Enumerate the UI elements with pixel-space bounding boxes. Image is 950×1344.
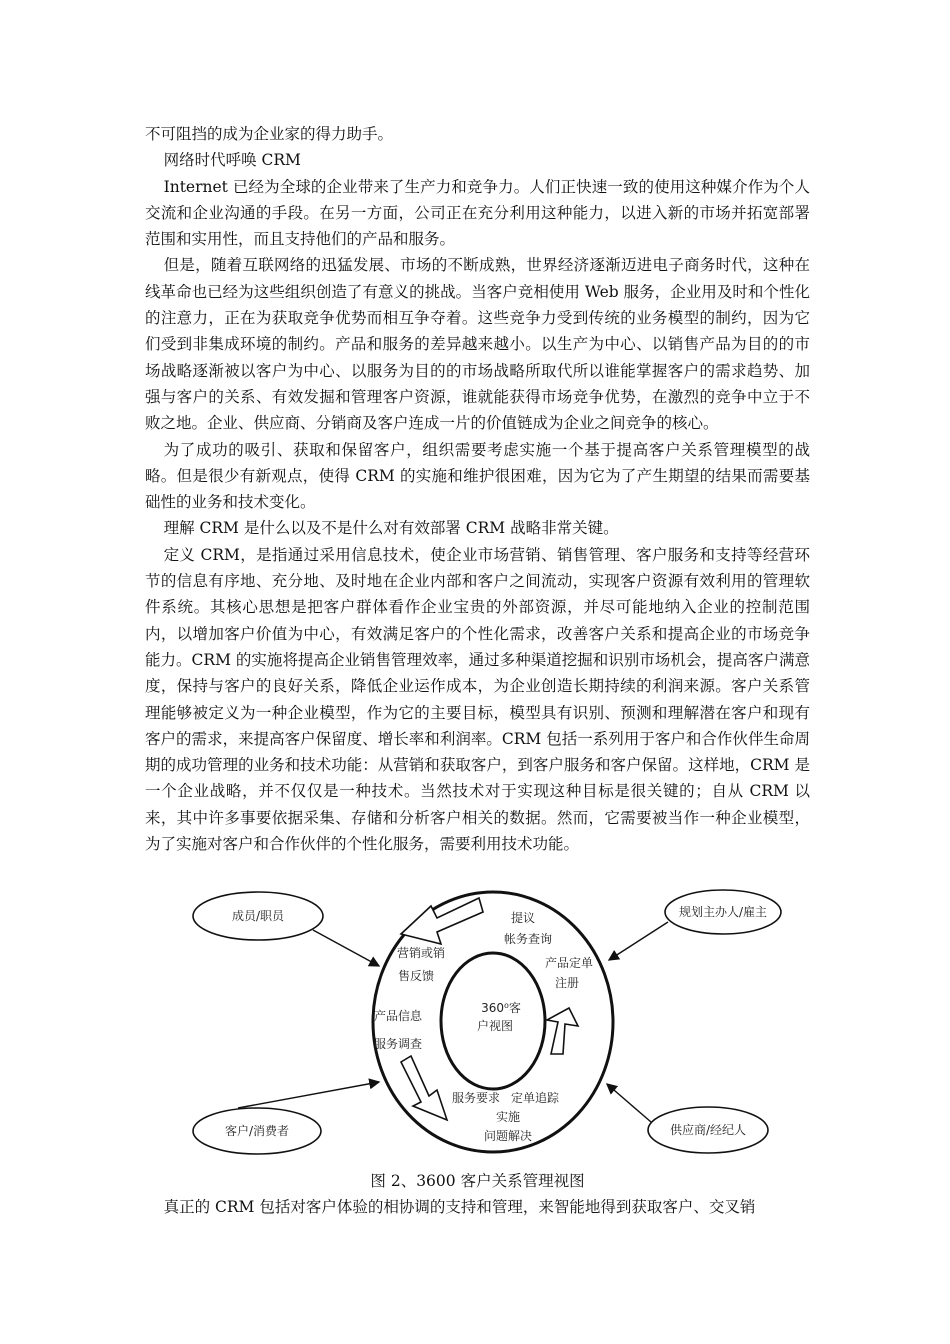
ring-label-account-query: 帐务查询 — [503, 932, 553, 946]
paragraph-continuation: 不可阻挡的成为企业家的得力助手。 — [145, 125, 394, 143]
paragraph: 但是，随着互联网络的迅猛发展、市场的不断成熟，世界经济逐渐迈进电子商务时代，这种在线革命也已经为这些组织创造了有意义的挑战。当客户竞相使用 Web 服务，企业用及时和个性化的注意力，正在为获取竞争优势而相互争夺着。这些竞争力受到传统的业务模型的制约，因为它们受到非集成环境的制约。产品和服务的差异越来越小。以生产为中心、以销售产品为目的的市场战略逐渐被以客户为中心、以服务为目的的市场战略所取代所以谁能掌握客户的需求趋势、加强与客户的关系、有效发掘和管理客户资源，谁就能获得市场竞争优势，在激烈的竞争中立于不败之地。企业、供应商、分销商及客户连成一片的价值链成为企业之间竞争的核心。 — [145, 256, 810, 433]
label-customer-consumer: 客户/消费者 — [224, 1124, 290, 1138]
label-member-staff: 成员/职员 — [231, 909, 285, 923]
paragraph: Internet 已经为全球的企业带来了生产力和竞争力。人们正快速一致的使用这种媒介作为个人交流和企业沟通的手段。在另一方面，公司正在充分利用这种能力，以进入新的市场并拓宽部署范围和实用性，而且支持他们的产品和服务。 — [145, 177, 810, 249]
arrow-sponsor — [609, 922, 668, 960]
crm-diagram — [183, 884, 783, 1159]
ring-label-service-request: 服务要求 — [451, 1091, 501, 1105]
ring-label-problem-solve: 问题解决 — [483, 1129, 533, 1143]
ring-label-marketing: 营销或销 — [396, 946, 446, 960]
paragraph: 为了成功的吸引、获取和保留客户，组织需要考虑实施一个基于提高客户关系管理模型的战略。但是很少有新观点，使得 CRM 的实施和维护很困难，因为它为了产生期望的结果而需要基础性的业务和技术变化。 — [145, 440, 810, 512]
paragraph: 定义 CRM，是指通过采用信息技术，使企业市场营销、销售管理、客户服务和支持等经营环节的信息有序地、充分地、及时地在企业内部和客户之间流动，实现客户资源有效利用的管理软件系统。其核心思想是把客户群体看作企业宝贵的外部资源，并尽可能地纳入企业的控制范围内，以增加客户价值为中心，有效满足客户的个性化需求，改善客户关系和提高企业的市场竞争能力。CRM 的实施将提高企业销售管理效率，通过多种渠道挖掘和识别市场机会，提高客户满意度，保持与客户的良好关系，降低企业运作成本，为企业创造长期持续的利润来源。客户关系管理能够被定义为一种企业模型，作为它的主要目标，模型具有识别、预测和理解潜在客户和现有客户的需求，来提高客户保留度、增长率和利润率。CRM 包括一系列用于客户和合作伙伴生命周期的成功管理的业务和技术功能：从营销和获取客户，到客户服务和客户保留。这样地，CRM 是一个企业战略，并不仅仅是一种技术。当然技术对于实现这种目标是很关键的；自从 CRM 以来，其中许多事要依据采集、存储和分析客户相关的数据。然而，它需要被当作一种企业模型，为了实施对客户和合作伙伴的个性化服务，需要利用技术功能。 — [145, 545, 810, 854]
ring-label-product-info: 产品信息 — [373, 1009, 423, 1023]
center-label-line1: 360⁰客 — [481, 1001, 521, 1015]
ring-label-register: 注册 — [554, 976, 580, 990]
body-text — [145, 121, 810, 857]
label-supplier-broker: 供应商/经纪人 — [669, 1123, 747, 1137]
closing-paragraph: 真正的 CRM 包括对客户体验的相协调的支持和管理，来智能地得到获取客户、交叉销 — [163, 1198, 756, 1216]
ring-label-order-track: 定单追踪 — [510, 1091, 560, 1105]
arrow-customer — [238, 1082, 379, 1108]
label-sponsor-employer: 规划主办人/雇主 — [678, 905, 768, 919]
section-heading: 网络时代呼唤 CRM — [163, 151, 301, 170]
ring-label-service-survey: 服务调查 — [373, 1037, 423, 1051]
paragraph: 理解 CRM 是什么以及不是什么对有效部署 CRM 战略非常关键。 — [163, 519, 619, 538]
ring-label-marketing-2: 售反馈 — [397, 969, 435, 983]
arrow-member — [313, 930, 379, 966]
ring-label-implement: 实施 — [495, 1110, 521, 1124]
block-arrow-right — [547, 1008, 578, 1054]
ring-label-order: 产品定单 — [544, 956, 594, 970]
arrow-supplier — [607, 1084, 651, 1122]
figure-caption: 图 2、3600 客户关系管理视图 — [370, 1172, 585, 1190]
center-label-line2: 户视图 — [476, 1019, 514, 1033]
ring-label-suggest: 提议 — [510, 911, 536, 925]
block-arrow-bottom — [401, 1056, 447, 1120]
